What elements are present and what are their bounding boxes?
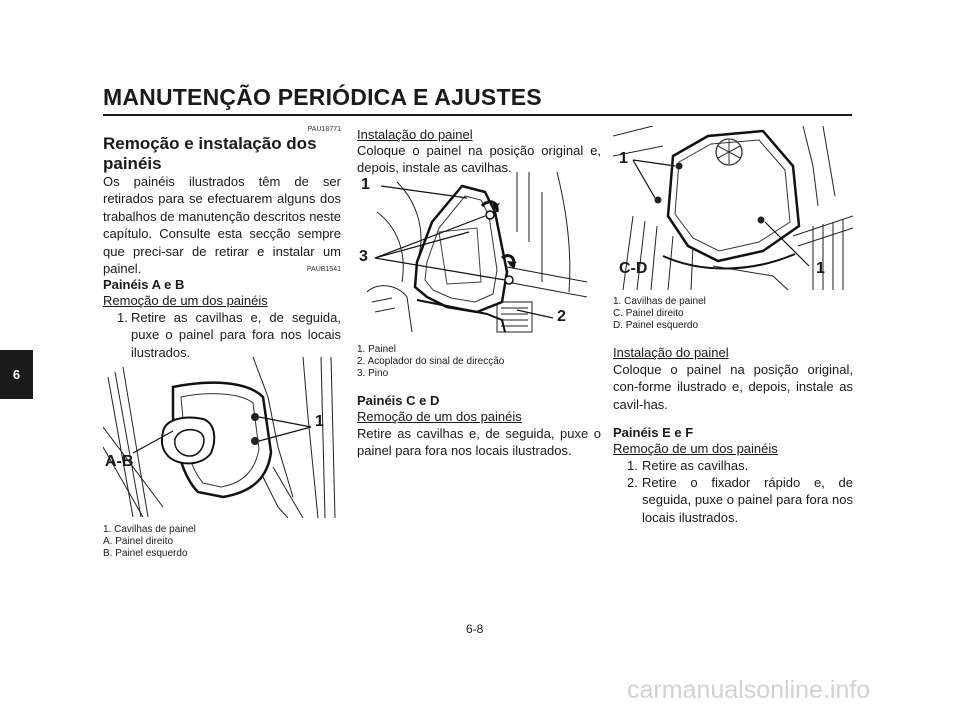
step-number: 2.: [627, 475, 638, 490]
page-title: MANUTENÇÃO PERIÓDICA E AJUSTES: [103, 84, 542, 110]
header-rule: [103, 114, 852, 116]
subheading-panels-cd: Painéis C e D: [357, 393, 440, 408]
caption-cd-2: C. Painel direito: [613, 308, 684, 319]
figure-panels-ab: [103, 357, 341, 518]
caption-ab-3: B. Painel esquerdo: [103, 548, 188, 559]
section-code: PAU18771: [307, 126, 341, 133]
figure-callout-1-top: 1: [619, 150, 628, 167]
figure-callout-2: 2: [557, 308, 566, 325]
caption-panel-1: 1. Painel: [357, 344, 396, 355]
intro-paragraph: Os painéis ilustrados têm de ser retirados para se efectuarem alguns dos trabalhos de manutenção descritos neste capítulo. Consulte esta secção sempre que preci-sar de retirar e instalar um painel.: [103, 174, 341, 277]
figure-callout-1: 1: [361, 176, 370, 193]
removal-heading-cd: Remoção de um dos painéis: [357, 409, 522, 424]
step-number: 1.: [117, 310, 128, 325]
figure-callout-1: 1: [315, 413, 324, 430]
section-code-2: PAUB1541: [306, 266, 341, 273]
removal-text-cd: Retire as cavilhas e, de seguida, puxe o painel para fora nos locais ilustrados.: [357, 426, 601, 459]
caption-ab-1: 1. Cavilhas de painel: [103, 524, 196, 535]
step-text: Retire as cavilhas e, de seguida, puxe o painel para fora nos locais ilustrados.: [131, 310, 341, 360]
caption-ab-2: A. Painel direito: [103, 536, 174, 547]
figure-callout-3: 3: [359, 248, 368, 265]
removal-heading-ef: Remoção de um dos painéis: [613, 441, 778, 456]
subheading-panels-ef: Painéis E e F: [613, 425, 694, 440]
caption-panel-2: 2. Acoplador do sinal de direcção: [357, 356, 505, 367]
step-text: Retire as cavilhas.: [642, 458, 749, 473]
install-text-cd: Coloque o painel na posição original, con-forme ilustrado e, depois, instale as cavil-has.: [613, 362, 853, 412]
caption-cd-1: 1. Cavilhas de painel: [613, 296, 706, 307]
install-heading-ab: Instalação do painel: [357, 127, 473, 142]
step-text: Retire o fixador rápido e, de seguida, puxe o painel para fora nos locais ilustrados.: [642, 475, 853, 525]
subheading-panels-ab: Painéis A e B: [103, 277, 185, 292]
figure-label-cd: C-D: [619, 260, 648, 277]
chapter-tab: 6: [0, 350, 33, 399]
install-text-ab: Coloque o painel na posição original e, depois, instale as cavilhas.: [357, 143, 601, 176]
step-number: 1.: [627, 458, 638, 473]
figure-label-ab: A-B: [105, 453, 134, 470]
page-number: 6-8: [466, 622, 484, 636]
removal-heading-ab: Remoção de um dos painéis: [103, 293, 268, 308]
figure-panels-cd: [613, 126, 853, 290]
caption-cd-3: D. Painel esquerdo: [613, 320, 699, 331]
figure-callout-1-bottom: 1: [816, 260, 825, 277]
section-title: Remoção e instalação dos painéis: [103, 134, 317, 173]
watermark: carmanualsonline.info: [627, 676, 871, 704]
install-heading-cd: Instalação do painel: [613, 345, 729, 360]
figure-ab-illustration: [103, 357, 341, 518]
caption-panel-3: 3. Pino: [357, 368, 389, 379]
figure-panel-detail: [357, 172, 601, 338]
